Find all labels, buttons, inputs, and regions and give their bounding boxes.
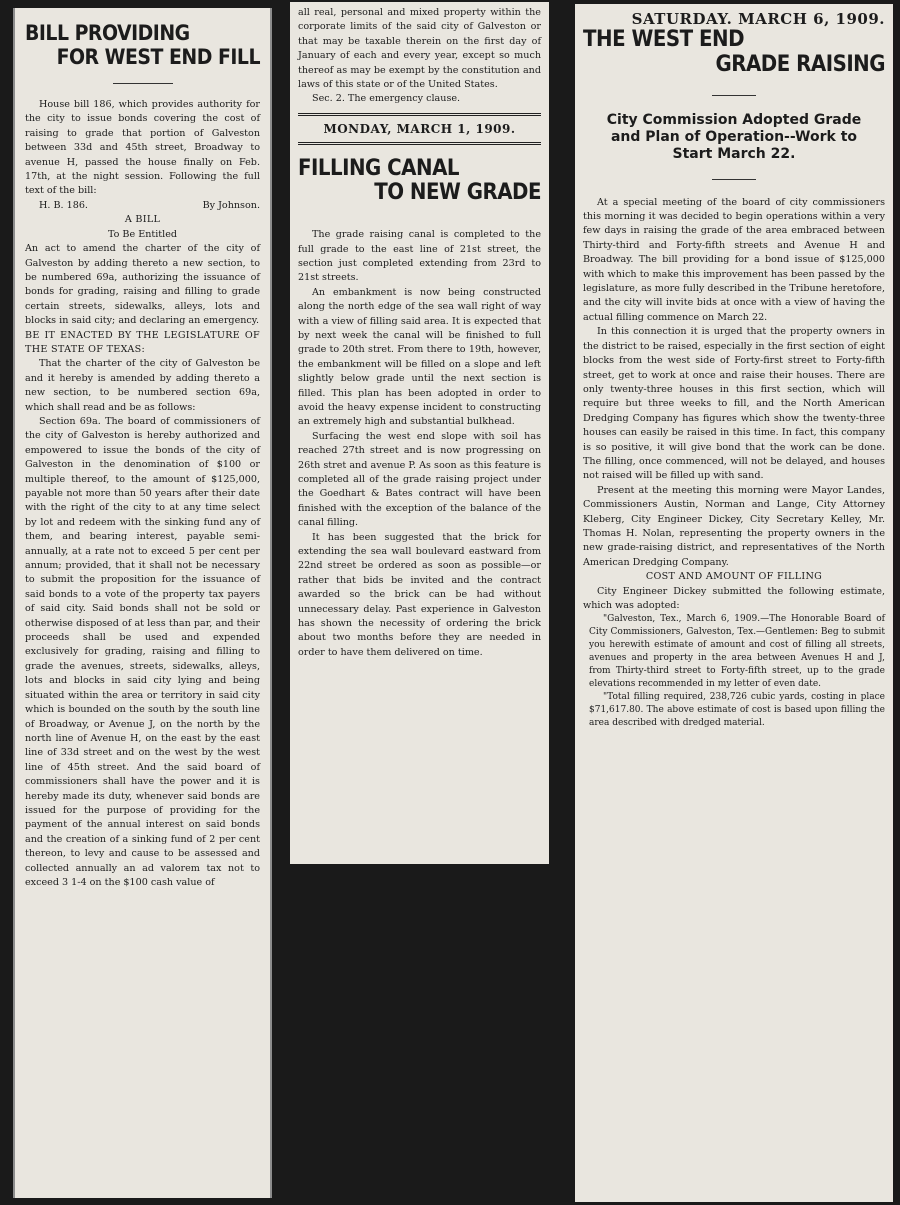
bill-author: By Johnson.	[202, 199, 260, 211]
continued-text	[298, 2, 541, 107]
bill-number: H. B. 186.	[39, 199, 88, 211]
paragraph-4: It has been suggested that the brick for extending the sea wall boulevard eastward from 22nd street be ordered as soon as possible—or rather that bids be invited and the contract awarded so the brick can be had without unnecessary delay. Past experience in Galveston has shown the necessity of ordering the brick about two months before they are needed in order to have them delivered on time.	[298, 531, 541, 658]
clipping-west-end-grade-raising	[575, 4, 893, 1202]
headline-line1: FILLING CANAL	[298, 155, 459, 181]
letter-paragraph-2: "Total filling required, 238,726 cubic yards, costing in place $71,617.80. The above estimate of cost is based upon filling the area described with dredged material.	[589, 692, 885, 729]
article-body	[25, 98, 260, 890]
divider-bottom	[712, 179, 756, 180]
bill-number-row	[25, 199, 260, 213]
paragraph-1: At a special meeting of the board of city commissioners this morning it was decided to begin operations within a very few days in raising the grade of the area embraced between Thirty-third and Forty-fifth streets and Avenue H and Broadway. The bill providing for a bond issue of $125,000 with which to make this improvement has been passed by the legislature, as more fully described in the Tribune heretofore, and the city will invite bids at once with a view of having the actual filling commence on March 22.	[583, 196, 885, 323]
top-margin	[25, 8, 260, 22]
divider	[113, 83, 173, 84]
enacting-clause: BE IT ENACTED BY THE LEGISLATURE OF THE STATE OF TEXAS:	[25, 329, 260, 355]
paragraph-2: An embankment is now being constructed along the north edge of the sea wall right of way with a view of filling said area. It is expected that by next week the canal will be finished to full grade to 20th stret. From there to 19th, however, the embankment will be filled on a slope and left slightly below grade until the next section is filled. This plan has been adopted in order to avoid the heavy expense incident to constructing an extremely high and substantial bulkhead.	[298, 286, 541, 428]
paragraph-1: That the charter of the city of Galveston be and it hereby is amended by adding thereto a new section, to be numbered section 69a, which shall read and be as follows:	[25, 358, 260, 413]
paragraph-2: Section 69a. The board of commissioners of the city of Galveston is hereby authorized and empowered to issue the bonds of the city of Galveston in the denomination of $100 or multiple thereof, to the amount of $125,000, payable not more than 50 years after their date with the right of the city to at any time select by lot and redeem with the sinking fund any of them, and bearing interest, payable semi-annually, at a rate not to exceed 5 per cent per annum; provided, that it shall not be necessary to submit the proposition for the issuance of said bonds to a vote of the property tax payers of said city. Said bonds shall not be sold or otherwise disposed of at less than par, and their proceeds shall be used and expended exclusively for grading, raising and filling to grade the avenues, streets, sidewalks, alleys, lots and blocks in said city lying and being situated within the area or territory in said city which is bounded on the south by the south line of Broadway, or Avenue J, on the north by the north line of Avenue H, on the east by the east line of 33d street and on the west by the west line of 45th street. And the said board of commissioners shall have the power and it is hereby made its duty, whenever said bonds are issued for the purpose of providing for the payment of the annual interest on said bonds and the creation of a sinking fund of 2 per cent thereon, to levy and cause to be assessed and collected annually an ad valorem tax not to exceed 3 1-4 on the $100 cash value of	[25, 415, 260, 888]
to-be-entitled: To Be Entitled	[107, 228, 178, 240]
article-body	[298, 228, 541, 660]
dateline: SATURDAY. MARCH 6, 1909.	[631, 10, 885, 28]
headline-line2: TO NEW GRADE	[374, 180, 541, 206]
section-2: Sec. 2. The emergency clause.	[312, 93, 461, 105]
clipping-filling-canal	[290, 2, 549, 864]
letter-paragraph-1: "Galveston, Tex., March 6, 1909.—The Honorable Board of City Commissioners, Galveston, Tex.—Gentlemen: Beg to submit you herewith estimate of amount and cost of filling all streets, avenues and property in the area between Avenues H and J, from Thirty-third street to Forty-fifth street, up to the grade elevations recommended in my letter of even date.	[589, 614, 885, 690]
estimate-letter	[583, 613, 885, 730]
paragraph-1: The grade raising canal is completed to the full grade to the east line of 21st street, the section just completed extending from 23rd to 21st streets.	[298, 229, 541, 284]
paragraph-3: Surfacing the west end slope with soil has reached 27th street and is now progressing on 26th stret and avenue P. As soon as this feature is completed all of the grade raising project under the Goedhart & Bates contract will have been finished with the exception of the balance of the canal filling.	[298, 430, 541, 529]
headline-line2: GRADE RAISING	[715, 51, 885, 77]
paragraph-4: City Engineer Dickey submitted the following estimate, which was adopted:	[583, 585, 885, 612]
act-paragraph: An act to amend the charter of the city of Galveston by adding thereto a new section, to be numbered 69a, authorizing the issuance of bonds for grading, raising and filling to grade certain streets, sidewalks, alleys, lots and blocks in said city; and declaring an emergency.	[25, 243, 260, 327]
headline-line2: FOR WEST END FILL	[56, 44, 260, 69]
a-bill-heading: A BILL	[124, 214, 161, 226]
clipping-bill-west-end-fill	[13, 8, 272, 1198]
date-rule-bottom	[298, 142, 541, 145]
continued-paragraph: all real, personal and mixed property within the corporate limits of the said city of Galveston or that may be taxable therein on the first day of January of each and every year, except so much thereof as may be exempt by the constitution and laws of this state or of the United States.	[298, 7, 541, 91]
headline-line1: BILL PROVIDING	[25, 21, 190, 45]
paragraph-2: In this connection it is urged that the property owners in the district to be raised, especially in the first section of eight blocks from the west side of Forty-first street to Forty-fifth street, get to work at once and raise their houses. There are only twenty-three houses in this first section, which will require but three weeks to fill, and the North American Dredging Company has figures which show the twenty-three houses can easily be raised in this time. In fact, this company is so positive, it will give bond that the work can be done. The filling, once commenced, will not be delayed, and houses not raised will be filled up with sand.	[583, 326, 885, 482]
headline-line1: THE WEST END	[583, 27, 745, 52]
article-body	[583, 196, 885, 614]
divider-top	[712, 95, 756, 96]
dateline: MONDAY, MARCH 1, 1909.	[323, 121, 516, 136]
subheadline: City Commission Adopted Grade and Plan of Operation--Work to Start March 22.	[606, 112, 862, 162]
intro-paragraph: House bill 186, which provides authority for the city to issue bonds covering the cost of raising to grade that portion of Galveston between 33d and 45th street, Broadway to avenue H, passed the house finally on Feb. 17th, at the night session. Following the full text of the bill:	[25, 99, 260, 197]
paragraph-3: Present at the meeting this morning were Mayor Landes, Commissioners Austin, Norman and Lange, City Attorney Kleberg, City Engineer Dickey, City Secretary Kelley, Mr. Thomas H. Nolan, representing the property owners in the new grade-raising district, and representatives of the North American Dredging Company.	[583, 484, 885, 568]
section-heading: COST AND AMOUNT OF FILLING	[645, 571, 823, 583]
